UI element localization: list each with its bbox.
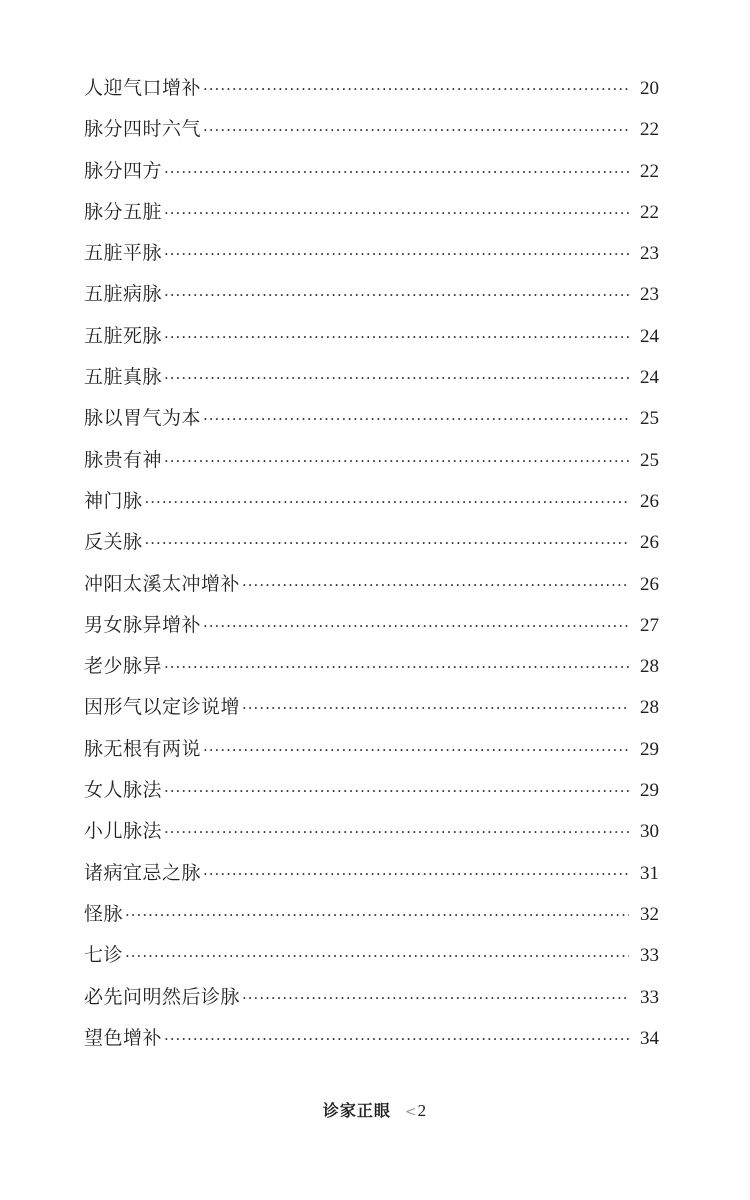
toc-entry[interactable] — [84, 316, 659, 357]
dot-leader — [164, 1019, 629, 1060]
toc-entry-page: 31 — [640, 862, 659, 884]
chevron-left-icon: < — [404, 1104, 418, 1120]
toc-entry-title: 神门脉 — [84, 489, 143, 512]
toc-entry[interactable] — [84, 770, 659, 811]
dot-leader — [164, 647, 629, 688]
toc-entry-title: 脉贵有神 — [84, 448, 163, 471]
toc-entry[interactable] — [84, 605, 659, 646]
toc-entry-page: 28 — [640, 656, 659, 678]
dot-leader — [203, 606, 629, 647]
toc-entry-title: 诸病宜忌之脉 — [84, 861, 202, 884]
toc-entry-page: 25 — [640, 449, 659, 471]
toc-entry-title: 人迎气口增补 — [84, 77, 202, 99]
toc-entry-page: 30 — [640, 821, 659, 843]
toc-entry[interactable] — [84, 894, 659, 935]
toc-entry-title: 五脏平脉 — [84, 242, 163, 265]
toc-entry-title: 脉分四时六气 — [84, 118, 202, 141]
toc-entry[interactable] — [84, 357, 659, 398]
dot-leader — [145, 523, 629, 564]
toc-entry-title: 脉以胃气为本 — [84, 407, 202, 430]
dot-leader — [164, 152, 629, 193]
toc-entry-title: 脉分四方 — [84, 159, 163, 182]
toc-entry-title: 小儿脉法 — [84, 820, 163, 843]
toc-entry[interactable] — [84, 811, 659, 852]
toc-entry-page: 25 — [640, 408, 659, 430]
dot-leader — [125, 895, 629, 936]
toc-entry-page: 23 — [640, 243, 659, 265]
toc-entry[interactable] — [84, 564, 659, 605]
toc-entry-page: 32 — [640, 903, 659, 925]
toc-entry-page: 23 — [640, 284, 659, 306]
dot-leader — [164, 317, 629, 358]
toc-entry-title: 脉分五脏 — [84, 200, 163, 223]
toc-entry[interactable] — [84, 274, 659, 315]
dot-leader — [242, 565, 629, 606]
toc-entry-title: 五脏死脉 — [84, 324, 163, 347]
toc-entry-page: 22 — [640, 160, 659, 182]
toc-entry-page: 24 — [640, 325, 659, 347]
dot-leader — [164, 358, 629, 399]
toc-entry-title: 老少脉异 — [84, 655, 163, 678]
toc-entry-title: 女人脉法 — [84, 779, 163, 802]
dot-leader — [164, 275, 629, 316]
toc-entry-title: 五脏病脉 — [84, 283, 163, 306]
toc-entry-title: 男女脉异增补 — [84, 613, 202, 636]
toc-entry-title: 反关脉 — [84, 531, 143, 554]
dot-leader — [164, 771, 629, 812]
dot-leader — [203, 399, 629, 440]
toc-entry-title: 怪脉 — [84, 902, 124, 925]
toc-entry-page: 28 — [640, 697, 659, 719]
dot-leader — [164, 193, 629, 234]
dot-leader — [125, 936, 629, 977]
dot-leader — [203, 854, 629, 895]
toc-entry[interactable] — [84, 481, 659, 522]
toc-entry-page: 22 — [640, 119, 659, 141]
dot-leader — [242, 688, 629, 729]
toc-entry-page: 26 — [640, 573, 659, 595]
toc-entry-title: 五脏真脉 — [84, 366, 163, 389]
dot-leader — [203, 730, 629, 771]
toc-entry-page: 27 — [640, 614, 659, 636]
toc-entry-title: 望色增补 — [84, 1026, 163, 1049]
toc-entry-page: 29 — [640, 780, 659, 802]
toc-entry[interactable] — [84, 440, 659, 481]
toc-entry[interactable] — [84, 192, 659, 233]
toc-entry-page: 29 — [640, 738, 659, 760]
toc-entry[interactable] — [84, 935, 659, 976]
toc-entry[interactable] — [84, 646, 659, 687]
toc-entry[interactable] — [84, 977, 659, 1018]
toc-entry-title: 必先问明然后诊脉 — [84, 985, 241, 1008]
toc-entry-page: 22 — [640, 201, 659, 223]
toc-entry-page: 33 — [640, 986, 659, 1008]
toc-entry-title: 脉无根有两说 — [84, 737, 202, 760]
toc-entry[interactable] — [84, 1018, 659, 1059]
dot-leader — [164, 234, 629, 275]
toc-entry-page: 24 — [640, 367, 659, 389]
dot-leader — [203, 69, 629, 110]
dot-leader — [203, 110, 629, 151]
toc-entry-title: 七诊 — [84, 944, 124, 967]
toc-entry-page: 26 — [640, 532, 659, 554]
toc-entry-title: 冲阳太溪太冲增补 — [84, 572, 241, 595]
toc-entry-page: 34 — [640, 1027, 659, 1049]
toc-entry[interactable] — [84, 398, 659, 439]
toc-entry[interactable] — [84, 151, 659, 192]
toc-entry-page: 26 — [640, 490, 659, 512]
toc-entry[interactable] — [84, 853, 659, 894]
toc-entry[interactable] — [84, 522, 659, 563]
toc-entry-page: 20 — [640, 78, 659, 99]
toc-entry[interactable] — [84, 233, 659, 274]
toc-entry-page: 33 — [640, 945, 659, 967]
dot-leader — [242, 978, 629, 1019]
page-footer — [0, 1098, 750, 1121]
dot-leader — [145, 482, 629, 523]
toc-entry[interactable] — [84, 687, 659, 728]
dot-leader — [164, 441, 629, 482]
toc-entry[interactable] — [84, 729, 659, 770]
toc-entry[interactable] — [84, 68, 659, 109]
footer-page-number: 2 — [417, 1101, 428, 1120]
table-of-contents — [84, 68, 659, 1059]
toc-entry-title: 因形气以定诊说增 — [84, 696, 241, 719]
footer-book-title: 诊家正眼 — [322, 1101, 391, 1120]
toc-entry[interactable] — [84, 109, 659, 150]
dot-leader — [164, 812, 629, 853]
